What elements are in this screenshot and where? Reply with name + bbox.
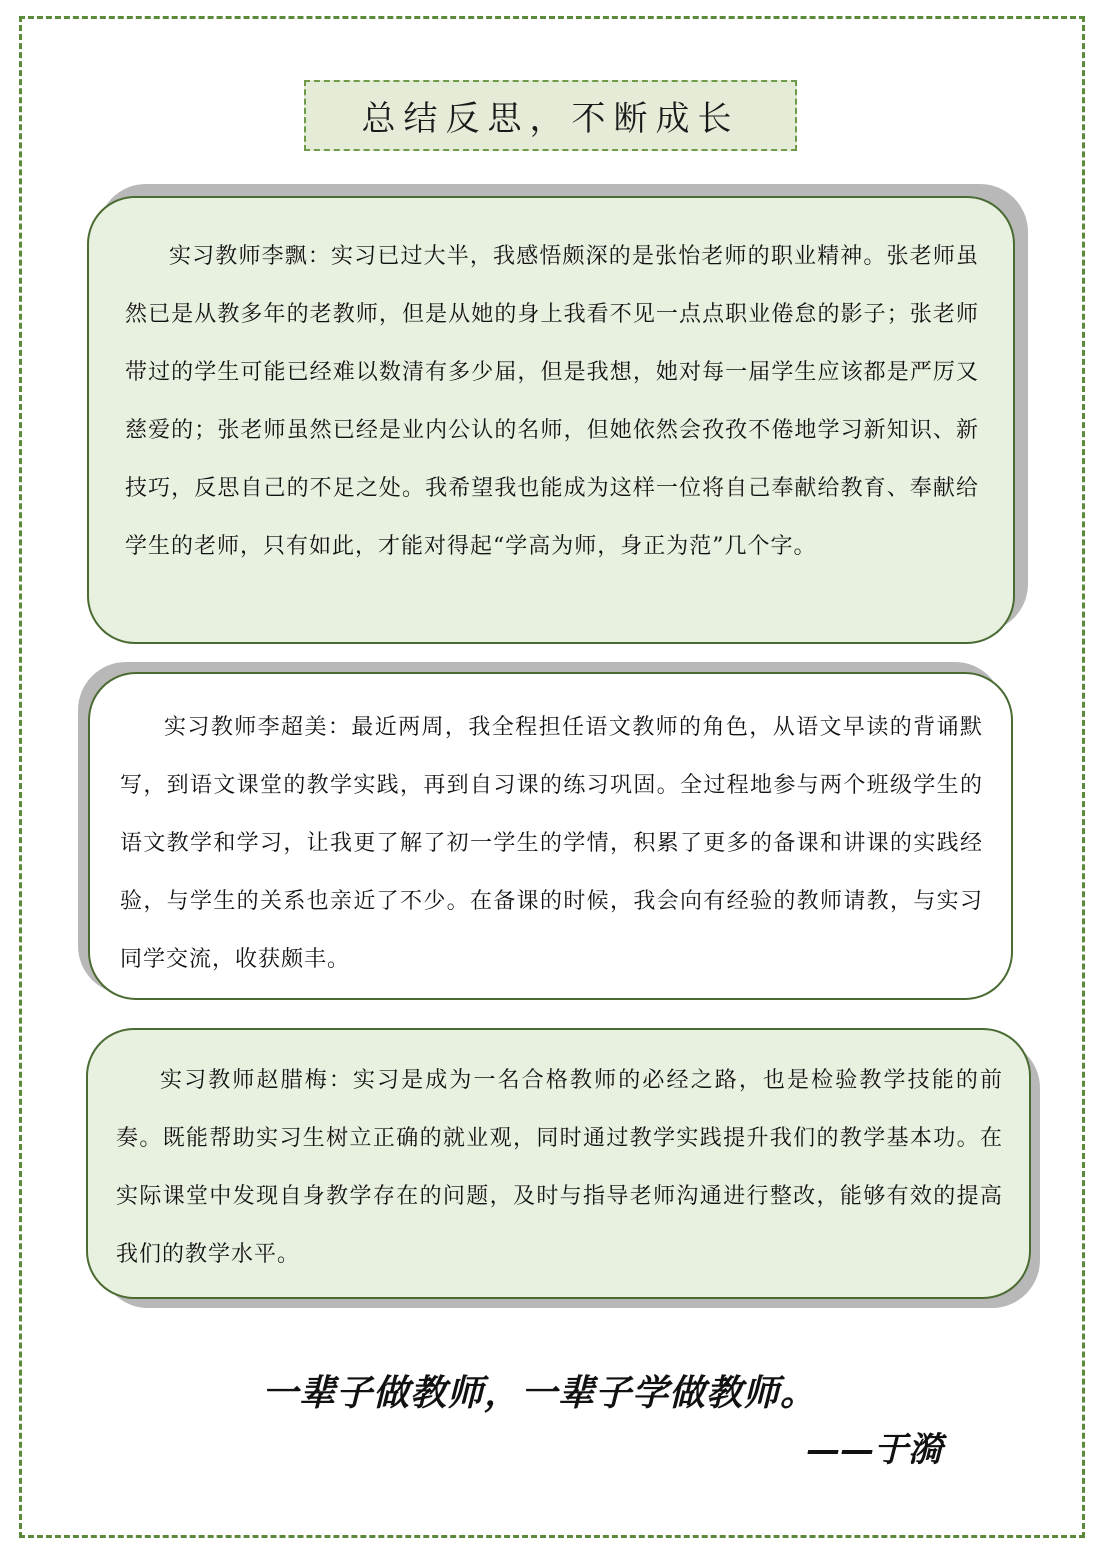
reflection-text-2: 实习教师李超美：最近两周，我全程担任语文教师的角色，从语文早读的背诵默写，到语文课堂的教学实践，再到自习课的练习巩固。全过程地参与两个班级学生的语文教学和学习，让我更了解了初一学生的学情，积累了更多的备课和讲课的实践经验，与学生的关系也亲近了不少。在备课的时候，我会向有经验的教师请教，与实习同学交流，收获颇丰。: [120, 715, 983, 972]
reflection-text-1: 实习教师李飘：实习已过大半，我感悟颇深的是张怡老师的职业精神。张老师虽然已是从教多年的老教师，但是从她的身上我看不见一点点职业倦怠的影子；张老师带过的学生可能已经难以数清有多少届，但是我想，她对每一届学生应该都是严厉又慈爱的；张老师虽然已经是业内公认的名师，但她依然会孜孜不倦地学习新知识、新技巧，反思自己的不足之处。我希望我也能成为这样一位将自己奉献给教育、奉献给学生的老师，只有如此，才能对得起“学高为师，身正为范”几个字。: [125, 244, 979, 559]
page-title: 总结反思，不断成长: [361, 99, 740, 139]
reflection-card-2: [88, 672, 1013, 1000]
quote-text: 一辈子做教师，一辈子学做教师。: [262, 1372, 818, 1414]
reflection-card-3: [86, 1028, 1031, 1299]
reflection-text-3: 实习教师赵腊梅：实习是成为一名合格教师的必经之路，也是检验教学技能的前奏。既能帮助实习生树立正确的就业观，同时通过教学实践提升我们的教学基本功。在实际课堂中发现自身教学存在的问题，及时与指导老师沟通进行整改，能够有效的提高我们的教学水平。: [116, 1068, 1003, 1267]
quote-author: ——于漪: [806, 1430, 942, 1470]
reflection-card-1: [87, 196, 1015, 644]
title-banner: [304, 80, 797, 151]
